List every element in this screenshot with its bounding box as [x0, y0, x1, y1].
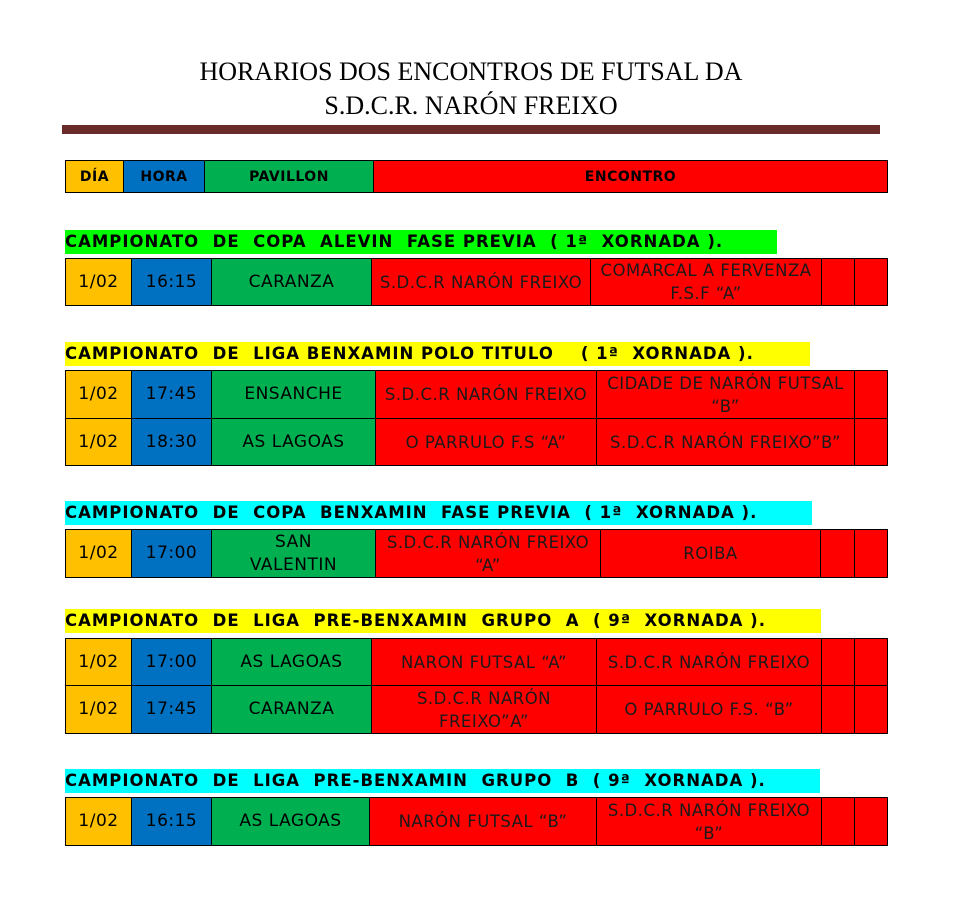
cell-local: S.D.C.R NARÓN FREIXO”A”: [371, 685, 597, 734]
cell-local: O PARRULO F.S “A”: [375, 418, 597, 466]
section-title: CAMPIONATO DE LIGA BENXAMIN POLO TITULO ( 1ª XORNADA ).: [65, 342, 810, 366]
cell-pavillon: SAN VALENTIN: [211, 529, 376, 578]
cell-dia: 1/02: [65, 685, 132, 734]
cell-hora: 17:00: [131, 529, 212, 578]
cell-visitante: S.D.C.R NARÓN FREIXO “B”: [596, 797, 822, 846]
cell-empty: [854, 418, 888, 466]
section-title: CAMPIONATO DE LIGA PRE-BENXAMIN GRUPO B ( 9ª XORNADA ).: [65, 769, 820, 793]
cell-local: S.D.C.R NARÓN FREIXO “A”: [375, 529, 601, 578]
cell-visitante: O PARRULO F.S. “B”: [596, 685, 822, 734]
cell-local: NARON FUTSAL “A”: [371, 638, 597, 686]
header-encontro: ENCONTRO: [373, 160, 888, 193]
cell-empty: [854, 638, 888, 686]
cell-dia: 1/02: [65, 258, 132, 306]
cell-visitante: COMARCAL A FERVENZA F.S.F “A”: [590, 258, 822, 306]
title-line-1: HORARIOS DOS ENCONTROS DE FUTSAL DA: [199, 57, 743, 86]
cell-dia: 1/02: [65, 418, 132, 466]
cell-visitante: S.D.C.R NARÓN FREIXO”B”: [596, 418, 855, 466]
cell-dia: 1/02: [65, 529, 132, 578]
cell-empty: [854, 370, 888, 419]
title-divider: [62, 125, 880, 134]
cell-local: S.D.C.R NARÓN FREIXO: [371, 258, 591, 306]
cell-empty: [821, 638, 855, 686]
header-pavillon: PAVILLON: [204, 160, 374, 193]
cell-empty: [854, 258, 888, 306]
cell-empty: [854, 685, 888, 734]
section-title: CAMPIONATO DE COPA BENXAMIN FASE PREVIA ( 1ª XORNADA ).: [65, 501, 812, 525]
cell-local: NARÓN FUTSAL “B”: [369, 797, 597, 846]
cell-local: S.D.C.R NARÓN FREIXO: [375, 370, 597, 419]
cell-empty: [820, 529, 855, 578]
cell-visitante: ROIBA: [600, 529, 821, 578]
cell-pavillon: AS LAGOAS: [211, 638, 372, 686]
cell-hora: 18:30: [131, 418, 212, 466]
cell-empty: [821, 685, 855, 734]
header-hora: HORA: [123, 160, 205, 193]
section-title: CAMPIONATO DE COPA ALEVIN FASE PREVIA ( 1ª XORNADA ).: [65, 230, 777, 254]
cell-empty: [854, 797, 888, 846]
cell-dia: 1/02: [65, 370, 132, 419]
cell-hora: 16:15: [131, 797, 212, 846]
cell-hora: 17:45: [131, 685, 212, 734]
cell-empty: [854, 529, 888, 578]
cell-pavillon: CARANZA: [211, 258, 372, 306]
cell-hora: 16:15: [131, 258, 212, 306]
cell-dia: 1/02: [65, 638, 132, 686]
cell-visitante: CIDADE DE NARÓN FUTSAL “B”: [596, 370, 855, 419]
cell-pavillon: AS LAGOAS: [211, 418, 376, 466]
header-dia: DÍA: [65, 160, 124, 193]
cell-visitante: S.D.C.R NARÓN FREIXO: [596, 638, 822, 686]
cell-dia: 1/02: [65, 797, 132, 846]
cell-hora: 17:45: [131, 370, 212, 419]
cell-pavillon: AS LAGOAS: [211, 797, 370, 846]
cell-empty: [821, 797, 855, 846]
cell-empty: [821, 258, 855, 306]
section-title: CAMPIONATO DE LIGA PRE-BENXAMIN GRUPO A ( 9ª XORNADA ).: [65, 609, 821, 633]
cell-pavillon: CARANZA: [211, 685, 372, 734]
cell-hora: 17:00: [131, 638, 212, 686]
title-line-2: S.D.C.R. NARÓN FREIXO: [324, 91, 618, 120]
cell-pavillon: ENSANCHE: [211, 370, 376, 419]
